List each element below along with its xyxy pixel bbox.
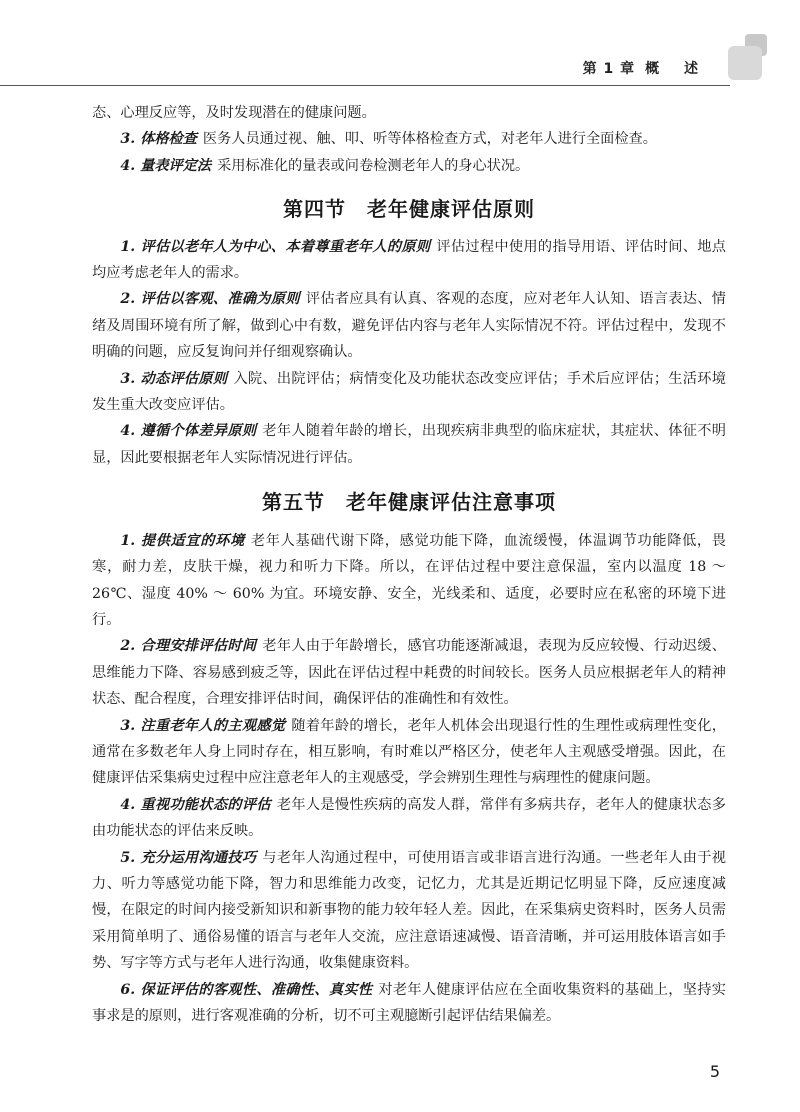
section-4-heading: 第四节 老年健康评估原则 (283, 197, 535, 222)
item-text: 老年人由于年龄增长，感官功能逐渐减退，表现为反应较慢、行动迟缓、思维能力下降、容易感到疲乏等，因此在评估过程中耗费的时间较长。医务人员应根据老年人的精神状态、配合程度，合理安排评估时间，确保评估的准确性和有效性。 (92, 638, 726, 708)
item-lead: 1. 评估以老年人为中心、本着尊重老年人的原则 (120, 238, 431, 255)
item-text: 医务人员通过视、触、叩、听等体格检查方式，对老年人进行全面检查。 (202, 131, 657, 148)
item-lead: 1. 提供适宜的环境 (120, 532, 245, 549)
principle-item (92, 286, 726, 365)
item-text: 随着年龄的增长，老年人机体会出现退行性的生理性或病理性变化，通常在多数老年人身上同时存在，相互影响，有时难以严格区分，使老年人主观感受增强。因此，在健康评估采集病史过程中应注意老年人的主观感受，学会辨别生理性与病理性的健康问题。 (92, 717, 726, 787)
precaution-item (92, 528, 726, 634)
precaution-item (92, 792, 726, 845)
chapter-title: 概 述 (645, 61, 708, 77)
running-head (583, 58, 708, 78)
paragraph-physical-exam (92, 126, 726, 152)
precaution-item (92, 977, 726, 1030)
header-divider (0, 85, 730, 86)
item-text: 评估者应具有认真、客观的态度，应对老年人认知、语言表达、情绪及周围环境有所了解，做到心中有数，避免评估内容与老年人实际情况不符。评估过程中，发现不明确的问题，应反复询问并仔细观察确认。 (92, 291, 726, 361)
item-text: 入院、出院评估；病情变化及功能状态改变应评估；手术后应评估；生活环境发生重大改变应评估。 (92, 370, 726, 414)
item-lead: 3. 体格检查 (120, 131, 197, 148)
item-text: 评估过程中使用的指导用语、评估时间、地点均应考虑老年人的需求。 (92, 238, 726, 282)
item-lead: 2. 评估以客观、准确为原则 (120, 291, 300, 308)
corner-tab-decoration-front (728, 46, 762, 80)
item-lead: 3. 注重老年人的主观感觉 (120, 717, 286, 734)
page-number: 5 (709, 1062, 720, 1081)
precaution-item (92, 713, 726, 792)
item-text: 与老年人沟通过程中，可使用语言或非语言进行沟通。一些老年人由于视力、听力等感觉功能下降，智力和思维能力改变，记忆力，尤其是近期记忆明显下降，反应速度减慢，在限定的时间内接受新知识和新事物的能力较年轻人差。因此，在采集病史资料时，医务人员需采用简单明了、通俗易懂的语言与老年人交流，应注意语速减慢、语音清晰，并可运用肢体语言如手势、写字等方式与老年人进行沟通，收集健康资料。 (92, 849, 726, 972)
paragraph-scale-assessment (92, 153, 726, 179)
item-lead: 4. 量表评定法 (120, 157, 212, 174)
item-lead: 5. 充分运用沟通技巧 (120, 849, 257, 866)
continued-paragraph: 态、心理反应等，及时发现潜在的健康问题。 (92, 105, 376, 121)
item-text: 采用标准化的量表或问卷检测老年人的身心状况。 (217, 157, 530, 174)
item-text: 老年人基础代谢下降，感觉功能下降，血流缓慢，体温调节功能降低，畏寒，耐力差，皮肤干燥，视力和听力下降。所以，在评估过程中要注意保温，室内以温度 18 ～ 26℃、湿度 40% ～ 60% 为宜。环境安静、安全，光线柔和、适度，必要时应在私密的环境下进行。 (92, 532, 726, 628)
item-text: 老年人随着年龄的增长，出现疾病非典型的临床症状，其症状、体征不明显，因此要根据老年人实际情况进行评估。 (92, 423, 726, 466)
page-body (92, 100, 726, 1029)
item-lead: 3. 动态评估原则 (120, 370, 228, 387)
item-text: 老年人是慢性疾病的高发人群，常伴有多病共存，老年人的健康状态多由功能状态的评估来反映。 (92, 796, 726, 840)
principle-item (92, 418, 726, 471)
item-lead: 2. 合理安排评估时间 (120, 638, 257, 655)
chapter-label: 第 1 章 (582, 61, 636, 77)
section-5-heading: 第五节 老年健康评估注意事项 (262, 490, 556, 515)
precaution-item (92, 845, 726, 977)
item-lead: 4. 遵循个体差异原则 (120, 423, 257, 440)
principle-item (92, 366, 726, 419)
item-lead: 6. 保证评估的客观性、准确性、真实性 (120, 981, 373, 998)
principle-item (92, 234, 726, 287)
precaution-item (92, 633, 726, 712)
item-lead: 4. 重视功能状态的评估 (120, 796, 271, 813)
item-text: 对老年人健康评估应在全面收集资料的基础上，坚持实事求是的原则，进行客观准确的分析，切不可主观臆断引起评估结果偏差。 (92, 981, 726, 1024)
